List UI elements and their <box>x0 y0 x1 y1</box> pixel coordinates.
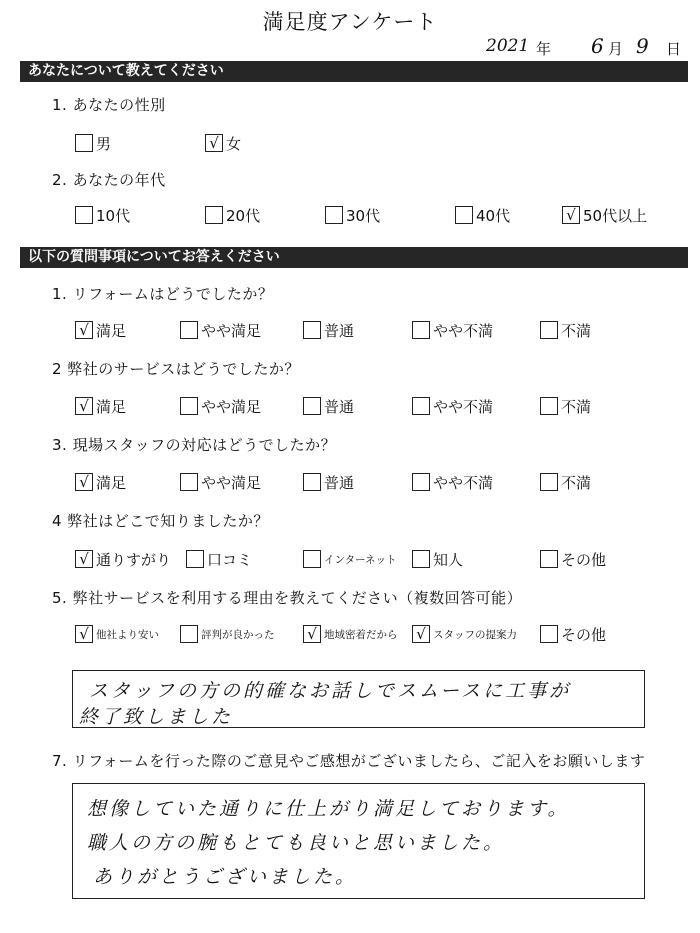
option-age-30s[interactable] <box>325 205 380 225</box>
option-source-word-of-mouth[interactable] <box>186 549 252 569</box>
date-month: 6 <box>591 34 604 58</box>
option-staff-somewhat-dissatisfied[interactable] <box>412 472 493 492</box>
option-service-somewhat-satisfied[interactable] <box>180 396 261 416</box>
option-label: 口コミ <box>207 550 253 569</box>
checkbox[interactable]: √ <box>412 625 430 643</box>
checkbox[interactable]: √ <box>75 321 93 339</box>
question-staff: 3. 現場スタッフの対応はどうでしたか？ <box>52 436 337 454</box>
option-label: 普通 <box>324 397 355 416</box>
question-source: 4 弊社はどこで知りましたか？ <box>52 512 269 530</box>
question-age: 2. あなたの年代 <box>52 171 166 189</box>
checkbox[interactable]: √ <box>75 550 93 568</box>
checkbox[interactable] <box>180 397 198 415</box>
option-staff-somewhat-satisfied[interactable] <box>180 472 261 492</box>
option-label: やや不満 <box>433 321 494 340</box>
checkbox[interactable] <box>540 321 558 339</box>
option-staff-satisfied[interactable] <box>75 472 126 492</box>
checkbox[interactable] <box>412 321 430 339</box>
question-service: 2 弊社のサービスはどうでしたか？ <box>52 360 300 378</box>
option-label: やや不満 <box>433 397 494 416</box>
checkbox[interactable] <box>186 550 204 568</box>
checkbox[interactable] <box>540 397 558 415</box>
page-title: 満足度アンケート <box>262 10 438 34</box>
option-label: 20代 <box>226 206 261 225</box>
checkbox[interactable] <box>412 550 430 568</box>
option-source-acquaintance[interactable] <box>412 549 463 569</box>
reason-comment-line: 終了致しました <box>79 706 234 728</box>
option-label: やや不満 <box>433 473 494 492</box>
date-day-label: 日 <box>666 40 682 58</box>
option-label: 不満 <box>561 397 592 416</box>
option-label: 他社より安い <box>96 628 159 641</box>
option-reform-dissatisfied[interactable] <box>540 320 591 340</box>
option-label: 普通 <box>324 321 355 340</box>
option-label: 知人 <box>433 550 464 569</box>
checkbox[interactable]: √ <box>75 473 93 491</box>
option-source-internet[interactable] <box>303 549 397 569</box>
option-label: その他 <box>561 550 607 569</box>
option-label: 満足 <box>96 397 127 416</box>
checkbox[interactable] <box>180 321 198 339</box>
checkbox[interactable] <box>75 206 93 224</box>
checkbox[interactable]: √ <box>562 206 580 224</box>
option-label: スタッフの提案力 <box>433 628 517 641</box>
checkbox[interactable] <box>303 550 321 568</box>
checkbox[interactable] <box>455 206 473 224</box>
comment-line: ありがとうございました。 <box>93 866 358 888</box>
question-comment: 7. リフォームを行った際のご意見やご感想がございましたら、ご記入をお願いします <box>52 752 646 770</box>
option-label: 40代 <box>476 206 511 225</box>
option-staff-dissatisfied[interactable] <box>540 472 591 492</box>
question-reason: 5. 弊社サービスを利用する理由を教えてください（複数回答可能） <box>52 589 523 607</box>
option-label: やや満足 <box>201 321 262 340</box>
comment-line: 職人の方の腕もとても良いと思いました。 <box>87 832 506 854</box>
checkbox[interactable] <box>205 206 223 224</box>
checkbox[interactable] <box>325 206 343 224</box>
question-gender: 1. あなたの性別 <box>52 96 166 114</box>
option-label: 普通 <box>324 473 355 492</box>
reason-comment-box[interactable] <box>72 670 645 728</box>
option-source-passing-by[interactable] <box>75 549 171 569</box>
option-reason-local[interactable] <box>303 624 398 644</box>
option-reform-satisfied[interactable] <box>75 320 126 340</box>
option-age-40s[interactable] <box>455 205 510 225</box>
option-label: 不満 <box>561 473 592 492</box>
option-age-10s[interactable] <box>75 205 130 225</box>
option-reform-somewhat-dissatisfied[interactable] <box>412 320 493 340</box>
option-label: 10代 <box>96 206 131 225</box>
option-reason-other[interactable] <box>540 624 606 644</box>
option-label: 女 <box>226 134 242 153</box>
option-staff-neutral[interactable] <box>303 472 354 492</box>
checkbox[interactable] <box>303 321 321 339</box>
checkbox[interactable] <box>180 625 198 643</box>
date-year: 2021 <box>486 36 530 56</box>
question-reform: 1. リフォームはどうでしたか？ <box>52 285 274 303</box>
comment-box[interactable] <box>72 783 645 899</box>
option-service-neutral[interactable] <box>303 396 354 416</box>
option-reason-staff-proposal[interactable] <box>412 624 517 644</box>
option-label: 評判が良かった <box>201 628 275 641</box>
option-label: やや満足 <box>201 397 262 416</box>
section-header-about-you: あなたについて教えてください <box>20 61 688 82</box>
date-day: 9 <box>636 34 649 58</box>
checkbox[interactable] <box>540 473 558 491</box>
checkbox[interactable]: √ <box>75 625 93 643</box>
checkbox[interactable] <box>540 550 558 568</box>
checkbox[interactable]: √ <box>303 625 321 643</box>
checkbox[interactable] <box>540 625 558 643</box>
section-header-questions: 以下の質問事項についてお答えください <box>20 247 688 268</box>
option-label: 不満 <box>561 321 592 340</box>
option-source-other[interactable] <box>540 549 606 569</box>
checkbox[interactable] <box>412 397 430 415</box>
option-reason-cheaper[interactable] <box>75 624 159 644</box>
checkbox[interactable]: √ <box>75 397 93 415</box>
option-reform-somewhat-satisfied[interactable] <box>180 320 261 340</box>
option-label: その他 <box>561 625 607 644</box>
option-label: やや満足 <box>201 473 262 492</box>
checkbox[interactable] <box>303 397 321 415</box>
option-age-50s-plus[interactable] <box>562 205 647 225</box>
option-label: 地域密着だから <box>324 628 398 641</box>
option-service-satisfied[interactable] <box>75 396 126 416</box>
option-label: 男 <box>96 134 112 153</box>
option-reason-reputation[interactable] <box>180 624 275 644</box>
checkbox[interactable] <box>75 134 93 152</box>
option-label: 満足 <box>96 321 127 340</box>
option-reform-neutral[interactable] <box>303 320 354 340</box>
date-month-label: 月 <box>608 40 624 58</box>
option-label: 満足 <box>96 473 127 492</box>
comment-line: 想像していた通りに仕上がり満足しております。 <box>87 798 570 820</box>
option-label: 50代以上 <box>583 206 648 225</box>
option-gender-female[interactable] <box>205 133 241 153</box>
option-label: 30代 <box>346 206 381 225</box>
checkbox[interactable] <box>412 473 430 491</box>
option-service-dissatisfied[interactable] <box>540 396 591 416</box>
checkbox[interactable] <box>303 473 321 491</box>
date-year-label: 年 <box>536 40 552 58</box>
option-service-somewhat-dissatisfied[interactable] <box>412 396 493 416</box>
option-label: 通りすがり <box>96 550 172 569</box>
option-gender-male[interactable] <box>75 133 111 153</box>
checkbox[interactable]: √ <box>205 134 223 152</box>
option-label: インターネット <box>324 553 397 566</box>
reason-comment-line: スタッフの方の的確なお話しでスムースに工事が <box>89 680 572 702</box>
survey-date <box>476 34 696 64</box>
option-age-20s[interactable] <box>205 205 260 225</box>
checkbox[interactable] <box>180 473 198 491</box>
